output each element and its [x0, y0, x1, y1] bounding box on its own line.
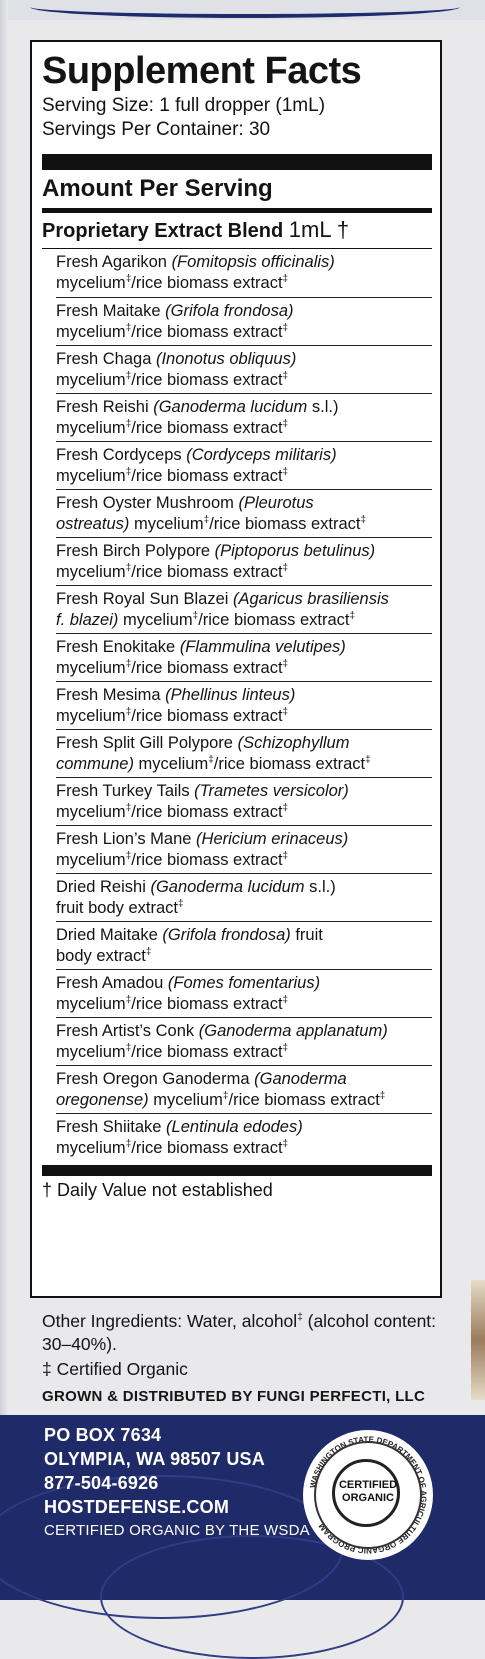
- organic-mark: ‡: [365, 754, 371, 766]
- ingredient-common-name: Fresh Reishi: [56, 398, 154, 416]
- ingredient-part: mycelium: [56, 995, 126, 1013]
- ingredient-line-2: [56, 802, 432, 823]
- ingredient-common-name: Dried Reishi: [56, 878, 151, 896]
- ingredient-row: [56, 393, 432, 441]
- ingredient-part: mycelium: [56, 371, 126, 389]
- ingredient-common-name: Fresh Turkey Tails: [56, 782, 195, 800]
- ingredient-part: mycelium: [56, 851, 126, 869]
- organic-mark: ‡: [125, 802, 132, 814]
- ingredient-row: [56, 249, 432, 297]
- ingredient-row: [56, 633, 432, 681]
- ingredient-latin-cont: f. blazei): [56, 611, 119, 629]
- ingredient-line-2: [56, 610, 432, 631]
- ingredient-part: mycelium: [56, 274, 126, 292]
- ingredient-row: [56, 921, 432, 969]
- company-address: [44, 1423, 310, 1543]
- ingredient-latin-name: (Phellinus linteus): [165, 686, 296, 704]
- organic-mark: ‡: [203, 514, 210, 526]
- organic-mark: ‡: [282, 994, 289, 1006]
- ingredient-latin-name: (Pleurotus: [238, 494, 314, 512]
- ingredient-line-1: [56, 637, 432, 658]
- ingredient-line-1: [56, 301, 432, 322]
- organic-mark: ‡: [297, 1312, 303, 1324]
- ingredient-extract: /rice biomass extract: [131, 323, 283, 341]
- organic-mark: ‡: [177, 898, 184, 910]
- serving-size: Serving Size: 1 full dropper (1mL): [42, 95, 326, 116]
- organic-mark: ‡: [282, 418, 289, 430]
- organic-mark: ‡: [282, 706, 289, 718]
- ingredient-extract: /rice biomass extract: [198, 611, 350, 629]
- ingredient-line-2: [56, 1138, 432, 1159]
- ingredient-latin-name: (Ganoderma lucidum: [153, 398, 308, 416]
- ingredient-common-name: Fresh Royal Sun Blazei: [56, 590, 233, 608]
- ingredient-common-name: Fresh Enokitake: [56, 638, 180, 656]
- ingredient-line-1: [56, 445, 432, 466]
- organic-mark: ‡: [222, 1090, 229, 1102]
- bottle-top-edge: [0, 0, 485, 20]
- organic-mark: ‡: [125, 658, 132, 670]
- ingredient-common-name: Fresh Maitake: [56, 302, 166, 320]
- ingredient-extract: /rice biomass extract: [131, 563, 283, 581]
- ingredient-row: [56, 873, 432, 921]
- seal-ring-text: WASHINGTON STATE DEPARTMENT OF AGRICULTURE ORGANIC PROGRAM: [308, 1434, 429, 1556]
- ingredient-line-2: [56, 994, 432, 1015]
- organic-mark: ‡: [282, 370, 289, 382]
- ingredient-row: [56, 1113, 432, 1161]
- ingredient-row: [56, 969, 432, 1017]
- ingredient-latin-name: (Ganoderma: [254, 1070, 347, 1088]
- ingredient-common-name: Fresh Artist’s Conk: [56, 1022, 199, 1040]
- ingredient-row: [56, 489, 432, 537]
- ingredient-row: [56, 777, 432, 825]
- ingredient-latin-name: (Flammulina velutipes): [179, 638, 346, 656]
- ingredient-latin-name: (Fomitopsis officinalis): [171, 253, 335, 271]
- ingredient-extract: /rice biomass extract: [131, 274, 283, 292]
- organic-mark: ‡: [125, 1138, 132, 1150]
- ingredient-common-name: Fresh Oregon Ganoderma: [56, 1070, 255, 1088]
- organic-mark: ‡: [125, 370, 132, 382]
- ingredient-qualifier: s.l.): [304, 878, 336, 896]
- organic-mark: ‡: [360, 514, 367, 526]
- top-arc: [30, 0, 460, 18]
- organic-mark: ‡: [282, 322, 289, 334]
- ingredient-row: [56, 585, 432, 633]
- organic-mark: ‡: [125, 562, 132, 574]
- ingredient-extract: /rice biomass extract: [131, 851, 283, 869]
- ingredient-line-2: [56, 418, 432, 439]
- ingredient-line-1: [56, 925, 432, 946]
- ingredient-part: mycelium: [129, 515, 204, 533]
- ingredient-part: mycelium: [56, 659, 126, 677]
- organic-mark: ‡: [125, 418, 132, 430]
- ingredient-part: mycelium: [56, 803, 126, 821]
- ingredient-line-2: [56, 322, 432, 343]
- organic-mark: ‡: [282, 1042, 289, 1054]
- ingredient-latin-cont: commune): [56, 755, 134, 773]
- right-edge-strip: [471, 1280, 485, 1400]
- ingredient-line-1: [56, 349, 432, 370]
- ingredient-extract: /rice biomass extract: [228, 1091, 380, 1109]
- amount-per-serving: Amount Per Serving: [42, 175, 273, 202]
- organic-mark: ‡: [282, 1138, 289, 1150]
- ingredient-latin-name: (Agaricus brasiliensis: [233, 590, 389, 608]
- ingredient-row: [56, 345, 432, 393]
- organic-mark: ‡: [192, 610, 199, 622]
- ingredient-line-2: [56, 658, 432, 679]
- ingredient-part: mycelium: [148, 1091, 223, 1109]
- ingredient-line-2: [56, 370, 432, 391]
- ingredient-extract: /rice biomass extract: [131, 467, 283, 485]
- ingredient-line-1: [56, 685, 432, 706]
- ingredient-latin-name: (Piptoporus betulinus): [214, 542, 376, 560]
- ingredient-latin-cont: oregonense): [56, 1091, 149, 1109]
- ingredient-line-1: [56, 589, 432, 610]
- footer-band: [0, 1415, 485, 1600]
- ingredient-common-name: Fresh Oyster Mushroom: [56, 494, 239, 512]
- ingredient-line-2: [56, 946, 432, 967]
- bottom-divider: [42, 1165, 432, 1176]
- ingredient-extract: /rice biomass extract: [131, 419, 283, 437]
- ingredient-qualifier: fruit: [290, 926, 323, 944]
- ingredient-latin-name: (Grifola frondosa): [162, 926, 291, 944]
- ingredient-latin-name: (Cordyceps militaris): [186, 446, 337, 464]
- ingredient-line-1: [56, 877, 432, 898]
- other-ingredients-part2: (alcohol content: 30–40%).: [42, 1311, 437, 1354]
- facts-inner: [42, 48, 432, 1204]
- organic-mark: ‡: [145, 946, 152, 958]
- ingredient-line-1: [56, 781, 432, 802]
- organic-mark: ‡: [208, 754, 214, 766]
- ingredient-line-1: [56, 252, 432, 273]
- ingredient-part: body extract: [56, 947, 146, 965]
- other-ingredients-part1: Other Ingredients: Water, alcohol: [42, 1311, 298, 1331]
- ingredient-common-name: Dried Maitake: [56, 926, 163, 944]
- ingredient-line-1: [56, 1069, 432, 1090]
- usda-organic-seal-icon: [303, 1430, 433, 1560]
- ingredient-part: mycelium: [56, 323, 126, 341]
- ingredient-extract: /rice biomass extract: [131, 995, 283, 1013]
- certified-by: CERTIFIED ORGANIC BY THE WSDA: [44, 1522, 310, 1539]
- ingredient-row: [56, 825, 432, 873]
- ingredient-line-2: [56, 1042, 432, 1063]
- ingredient-extract: /rice biomass extract: [131, 659, 283, 677]
- ingredient-line-1: [56, 733, 432, 754]
- ingredient-extract: /rice biomass extract: [131, 803, 283, 821]
- ingredient-row: [56, 441, 432, 489]
- ingredient-line-1: [56, 829, 432, 850]
- organic-mark: ‡: [125, 322, 132, 334]
- blend-name: Proprietary Extract Blend: [42, 220, 284, 242]
- ingredient-line-2: [56, 850, 432, 871]
- ingredient-latin-name: (Ganoderma lucidum: [150, 878, 305, 896]
- organic-mark: ‡: [282, 658, 289, 670]
- organic-mark: ‡: [282, 802, 289, 814]
- ingredient-line-1: [56, 973, 432, 994]
- organic-mark: ‡: [282, 273, 289, 285]
- blend-amount: 1mL †: [288, 217, 350, 242]
- seal-line-2: ORGANIC: [342, 1492, 394, 1504]
- ingredient-common-name: Fresh Agarikon: [56, 253, 172, 271]
- ingredient-part: mycelium: [133, 755, 209, 773]
- ingredient-part: mycelium: [56, 1139, 126, 1157]
- organic-mark: ‡: [349, 610, 356, 622]
- ingredient-common-name: Fresh Shiitake: [56, 1118, 167, 1136]
- ingredient-common-name: Fresh Lion’s Mane: [56, 830, 197, 848]
- ingredient-list: [56, 249, 432, 1161]
- ingredient-latin-name: (Inonotus obliquus): [155, 350, 297, 368]
- organic-mark: ‡: [282, 562, 289, 574]
- ingredient-latin-name: (Fomes fomentarius): [167, 974, 321, 992]
- organic-mark: ‡: [379, 1090, 386, 1102]
- ingredient-qualifier: s.l.): [307, 398, 339, 416]
- website-link[interactable]: HOSTDEFENSE.COM: [44, 1497, 230, 1517]
- ingredient-line-2: [56, 562, 432, 583]
- ingredient-part: mycelium: [56, 563, 126, 581]
- po-box: PO BOX 7634: [44, 1425, 162, 1445]
- ingredient-part: mycelium: [118, 611, 193, 629]
- ingredient-extract: /rice biomass extract: [213, 755, 366, 773]
- facts-title: Supplement Facts: [42, 50, 362, 92]
- ingredient-line-2: [56, 706, 432, 727]
- ingredient-line-1: [56, 493, 432, 514]
- organic-mark: ‡: [125, 994, 132, 1006]
- ingredient-extract: /rice biomass extract: [209, 515, 361, 533]
- ingredient-extract: /rice biomass extract: [131, 371, 283, 389]
- ingredient-row: [56, 681, 432, 729]
- ingredient-part: mycelium: [56, 419, 126, 437]
- organic-mark: ‡: [125, 273, 132, 285]
- blend-row: [42, 213, 432, 248]
- ingredient-line-2: [56, 273, 432, 294]
- ingredient-line-1: [56, 1021, 432, 1042]
- organic-mark: ‡: [125, 850, 132, 862]
- city-line: OLYMPIA, WA 98507 USA: [44, 1449, 265, 1469]
- ingredient-latin-name: (Trametes versicolor): [194, 782, 349, 800]
- ingredient-line-2: [56, 1090, 432, 1111]
- ingredient-line-2: [56, 514, 432, 535]
- ingredient-part: mycelium: [56, 707, 126, 725]
- ingredient-common-name: Fresh Split Gill Polypore: [56, 734, 238, 752]
- supplement-facts-panel: [30, 40, 442, 1298]
- phone-number: 877-504-6926: [44, 1473, 159, 1493]
- distributor-line: GROWN & DISTRIBUTED BY FUNGI PERFECTI, LLC: [42, 1388, 426, 1405]
- ingredient-line-2: [56, 898, 432, 919]
- ingredient-row: [56, 537, 432, 585]
- ingredient-row: [56, 1065, 432, 1113]
- ingredient-common-name: Fresh Chaga: [56, 350, 156, 368]
- ingredient-line-2: [56, 754, 432, 775]
- ingredient-row: [56, 297, 432, 345]
- ingredient-row: [56, 729, 432, 777]
- ingredient-line-1: [56, 541, 432, 562]
- ingredient-latin-name: (Lentinula edodes): [166, 1118, 303, 1136]
- other-ingredients: [42, 1310, 442, 1356]
- ingredient-common-name: Fresh Amadou: [56, 974, 168, 992]
- organic-mark: ‡: [282, 466, 289, 478]
- seal-line-1: CERTIFIED: [338, 1479, 398, 1491]
- ingredient-line-1: [56, 397, 432, 418]
- ingredient-extract: /rice biomass extract: [131, 1043, 283, 1061]
- ingredient-latin-cont: ostreatus): [56, 515, 130, 533]
- ingredient-part: mycelium: [56, 1043, 126, 1061]
- left-shadow: [0, 0, 8, 1600]
- thick-divider: [42, 154, 432, 170]
- organic-mark: ‡: [125, 466, 132, 478]
- ingredient-latin-name: (Grifola frondosa): [165, 302, 294, 320]
- ingredient-part: mycelium: [56, 467, 126, 485]
- ingredient-common-name: Fresh Birch Polypore: [56, 542, 215, 560]
- ingredient-extract: /rice biomass extract: [131, 707, 283, 725]
- ingredient-part: fruit body extract: [56, 899, 178, 917]
- ingredient-line-1: [56, 1117, 432, 1138]
- ingredient-extract: /rice biomass extract: [131, 1139, 283, 1157]
- daily-value-footnote: † Daily Value not established: [42, 1180, 273, 1200]
- servings-per-container: Servings Per Container: 30: [42, 119, 271, 140]
- seal-center-text: [332, 1479, 404, 1505]
- ingredient-common-name: Fresh Cordyceps: [56, 446, 187, 464]
- ingredient-latin-name: (Schizophyllum: [237, 734, 350, 752]
- organic-mark: ‡: [125, 706, 132, 718]
- ingredient-common-name: Fresh Mesima: [56, 686, 166, 704]
- ingredient-latin-name: (Ganoderma applanatum): [198, 1022, 388, 1040]
- organic-mark: ‡: [282, 850, 289, 862]
- organic-mark: ‡: [125, 1042, 132, 1054]
- ingredient-latin-name: (Hericium erinaceus): [196, 830, 349, 848]
- ingredient-line-2: [56, 466, 432, 487]
- ingredient-row: [56, 1017, 432, 1065]
- certified-organic-note: ‡ Certified Organic: [42, 1359, 188, 1379]
